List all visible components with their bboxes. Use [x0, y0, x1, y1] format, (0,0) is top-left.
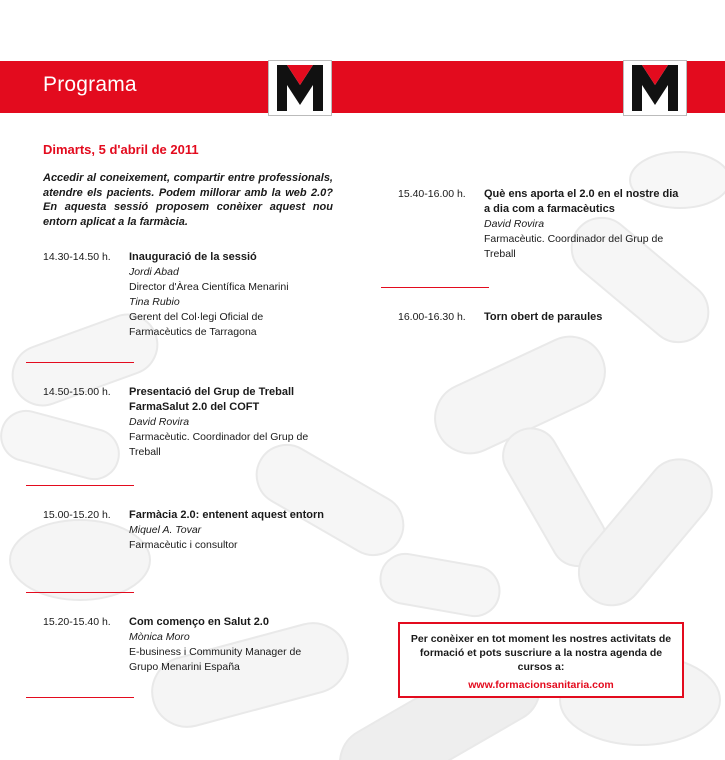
session-time: 15.00-15.20 h.	[43, 509, 111, 521]
session-title: Farmàcia 2.0: entenent aquest entorn	[129, 509, 324, 521]
intro-text: Accedir al coneixement, compartir entre professionals, atendre els pacients. Podem millorar amb la web 2.0? En aquesta sessió proposem conèixer aquest nou entorn aplicat a la farmàcia.	[43, 172, 333, 228]
session-item	[43, 508, 343, 578]
speaker-name: David Rovira	[484, 218, 545, 230]
session-title: Com començo en Salut 2.0	[129, 616, 269, 628]
divider-line	[381, 287, 489, 288]
speaker-role: Farmacèutic i consultor	[129, 539, 238, 551]
speaker-role: Director d'Àrea Científica Menarini	[129, 281, 289, 293]
divider-line	[26, 485, 134, 486]
menarini-logo	[269, 61, 331, 115]
speaker-role: Farmacèutic. Coordinador del Grup de Treball	[129, 431, 309, 458]
session-item	[43, 250, 343, 340]
speaker-role: Farmacèutic. Coordinador del Grup de Treball	[484, 233, 664, 260]
menarini-logo	[624, 61, 686, 115]
session-title: Què ens aporta el 2.0 en el nostre dia a dia com a farmacèutics	[484, 188, 679, 215]
speaker-name: Miquel A. Tovar	[129, 524, 202, 536]
session-title: Inauguració de la sessió	[129, 251, 257, 263]
speaker-name: Jordi Abad	[129, 266, 179, 278]
session-item	[43, 385, 343, 465]
session-title: Presentació del Grup de Treball FarmaSalut 2.0 del COFT	[129, 386, 295, 413]
divider-line	[26, 592, 134, 593]
website-link[interactable]: www.formacionsanitaria.com	[468, 679, 614, 691]
subscription-text: Per conèixer en tot moment les nostres activitats de formació et pots suscriure a la nostra agenda de cursos a:	[410, 633, 672, 673]
page-title: Programa	[43, 73, 137, 96]
speaker-name: David Rovira	[129, 416, 190, 428]
divider-line	[26, 362, 134, 363]
session-time: 15.40-16.00 h.	[398, 188, 466, 200]
session-time: 14.50-15.00 h.	[43, 386, 111, 398]
session-item	[398, 187, 698, 267]
speaker-role: Gerent del Col·legi Oficial de Farmacèutics de Tarragona	[129, 311, 264, 338]
speaker-role: E-business i Community Manager de Grupo Menarini España	[129, 646, 302, 673]
event-date: Dimarts, 5 d'abril de 2011	[43, 142, 199, 157]
speaker-name: Mònica Moro	[129, 631, 190, 643]
divider-line	[26, 697, 134, 698]
session-time: 15.20-15.40 h.	[43, 616, 111, 628]
session-item	[43, 615, 343, 685]
subscription-info-box	[398, 622, 684, 698]
speaker-name: Tina Rubio	[129, 296, 180, 308]
session-time: 14.30-14.50 h.	[43, 251, 111, 263]
session-item	[398, 310, 698, 330]
session-time: 16.00-16.30 h.	[398, 311, 466, 323]
session-title: Torn obert de paraules	[484, 311, 603, 323]
